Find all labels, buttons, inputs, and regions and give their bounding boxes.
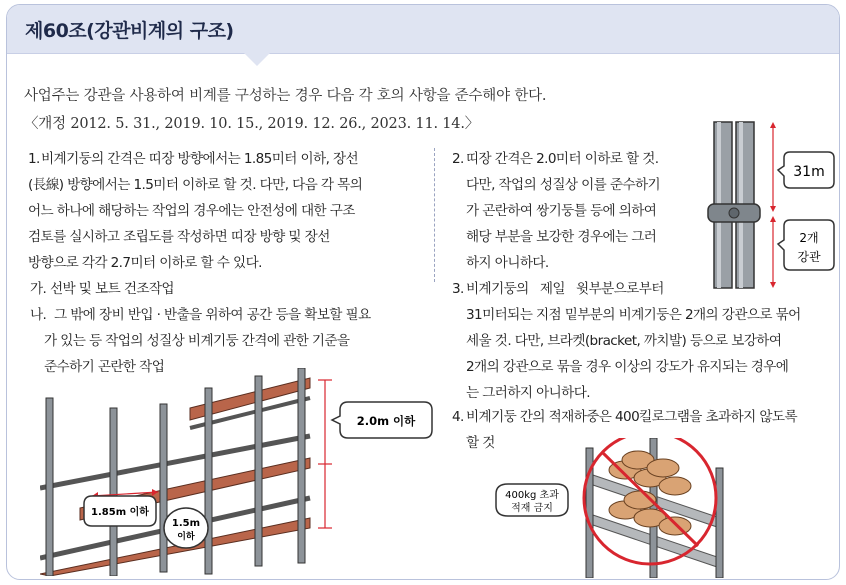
item-2-line-1: 띠장 간격은 2.0미터 이하로 할 것.	[466, 151, 659, 167]
label-span-15m-1: 1.5m	[171, 518, 201, 529]
label-height-2m: 2.0m 이하	[356, 414, 416, 428]
load-limit-illustration	[490, 438, 750, 578]
sub-na-line-3: 준수하기 곤란한 작업	[44, 359, 165, 375]
intro-text: 사업주는 강관을 사용하여 비계를 구성하는 경우 다음 각 호의 사항을 준수해야 한다.	[24, 88, 547, 104]
article-title: 제60조(강관비계의 구조)	[25, 20, 234, 42]
item-3-line-1: 비계기둥의 제일 윗부분으로부터	[466, 281, 664, 297]
article-header	[7, 5, 839, 54]
item-1-line-3: 어느 하나에 해당하는 작업의 경우에는 안전성에 대한 구조	[28, 203, 355, 219]
label-load-2: 적재 금지	[511, 503, 553, 514]
item-1-line-2: (長線) 방향에서는 1.5미터 이하로 할 것. 다만, 다음 각 목의	[28, 177, 363, 193]
item-3-line-3: 세울 것. 다만, 브라켓(bracket, 까치발) 등으로 보강하여	[466, 333, 782, 349]
label-load-1: 400kg 초과	[505, 490, 559, 501]
item-2	[452, 146, 712, 276]
column-divider	[434, 148, 435, 282]
item-2-line-3: 가 곤란하여 쌍기둥틀 등에 의하여	[466, 203, 657, 219]
sub-na-line-1: 그 밖에 장비 반입 · 반출을 위하여 공간 등을 확보할 필요	[54, 307, 371, 323]
label-span-15m-2: 이하	[177, 532, 195, 542]
item-1	[28, 146, 428, 276]
item-3-line-2: 31미터되는 지점 밑부분의 비계기둥은 2개의 강관으로 묶어	[466, 307, 801, 323]
sub-na-line-2: 가 있는 등 작업의 성질상 비계기둥 간격에 관한 기준을	[44, 333, 350, 349]
item-3-line-4: 2개의 강관으로 묶을 경우 이상의 강도가 유지되는 경우에	[466, 359, 789, 375]
sub-ga-text: 선박 및 보트 건조작업	[50, 281, 174, 297]
item-4-line-2: 할 것	[466, 435, 495, 451]
item-1-line-1: 비계기둥의 간격은 띠장 방향에서는 1.85미터 이하, 장선	[41, 151, 359, 167]
item-2-line-2: 다만, 작업의 성질상 이를 준수하기	[466, 177, 661, 193]
sub-ga-label: 가.	[30, 281, 47, 297]
scaffold-spacing-illustration	[40, 368, 440, 576]
item-3-line-5: 는 그러하지 아니하다.	[466, 385, 590, 401]
item-3-number: 3.	[452, 281, 464, 297]
pipe-coupler-illustration	[700, 118, 840, 293]
label-31m: 31m	[793, 164, 825, 180]
item-1-sub-ga	[30, 276, 430, 302]
item-4-line-1: 비계기둥 간의 적재하중은 400킬로그램을 초과하지 않도록	[466, 409, 797, 425]
label-double-pipe-2: 강관	[797, 250, 821, 264]
item-1-line-5: 방향으로 각각 2.7미터 이하로 할 수 있다.	[28, 255, 262, 271]
label-span-185m: 1.85m 이하	[91, 507, 149, 518]
item-1-number: 1.	[28, 151, 40, 167]
sub-na-label: 나.	[30, 307, 47, 323]
item-4-number: 4.	[452, 409, 464, 425]
header-notch	[243, 52, 271, 66]
item-3	[452, 276, 838, 406]
label-double-pipe-1: 2개	[799, 231, 819, 245]
item-2-number: 2.	[452, 151, 464, 167]
item-1-line-4: 검토를 실시하고 조립도를 작성하면 띠장 방향 및 장선	[28, 229, 330, 245]
item-2-line-5: 하지 아니하다.	[466, 255, 549, 271]
amendment-text: 〈개정 2012. 5. 31., 2019. 10. 15., 2019. 12. 26., 2023. 11. 14.〉	[24, 116, 480, 132]
item-2-line-4: 해당 부분을 보강한 경우에는 그러	[466, 229, 657, 245]
